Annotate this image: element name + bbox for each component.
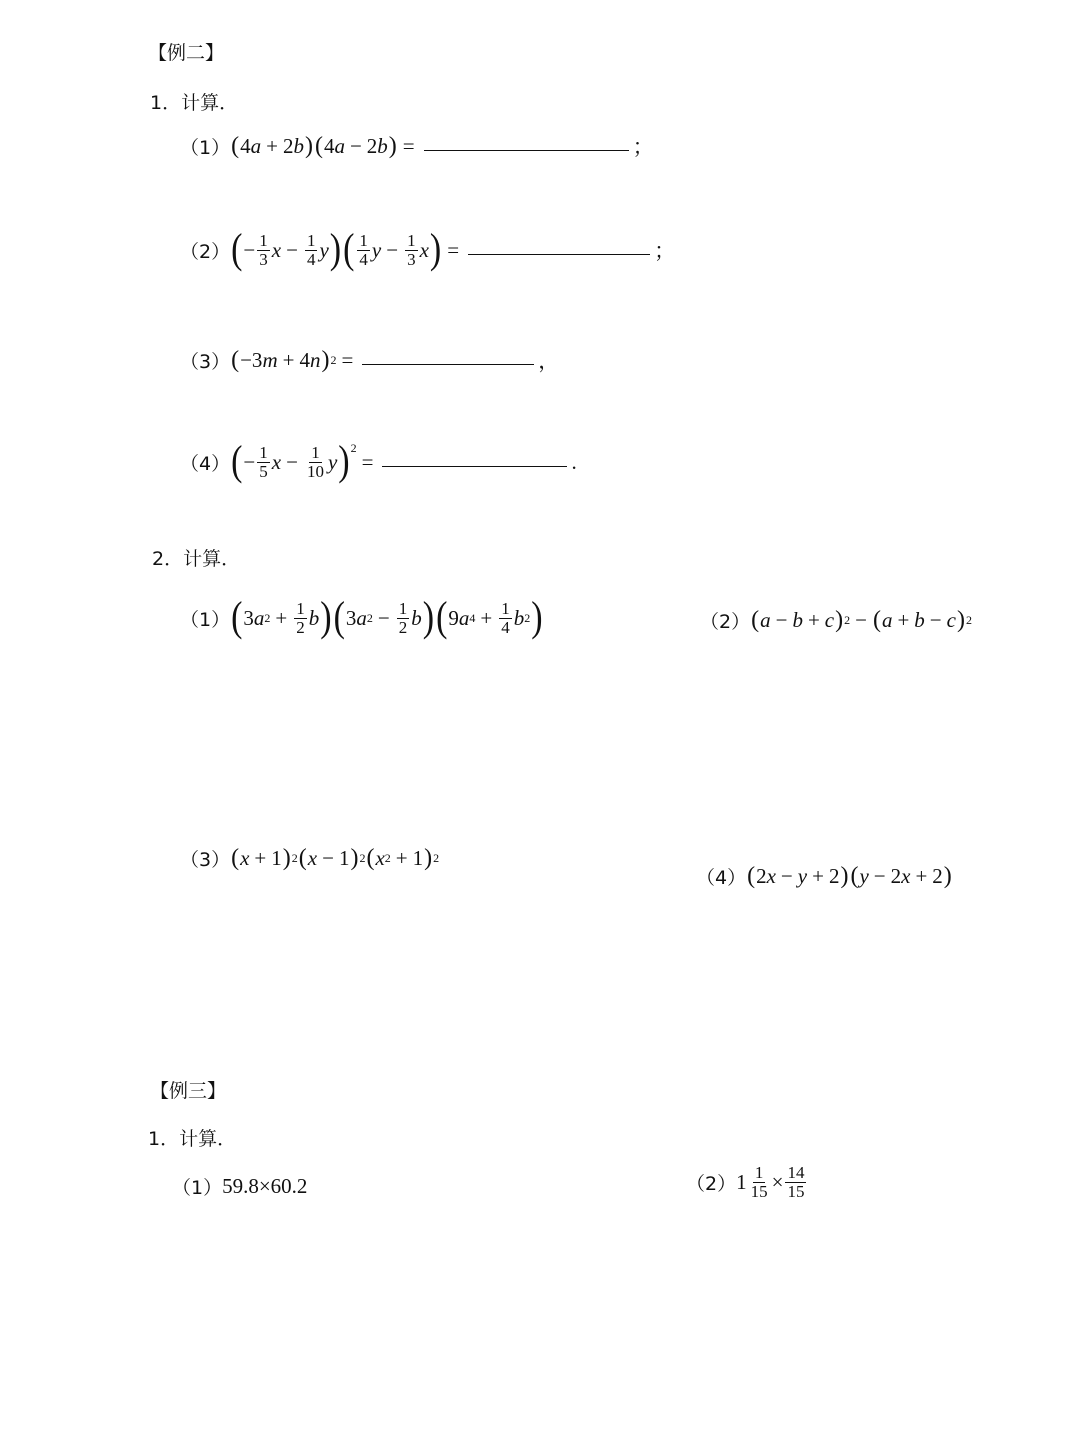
answer-blank[interactable]: [424, 149, 629, 151]
item-end-mark: ；: [632, 135, 654, 159]
problem-3-1-1: [172, 1170, 307, 1202]
fraction-2-denominator: 15: [787, 1181, 805, 1201]
problem-2-2-4: （4） ( 2 x − y + 2 ) ( y − 2 x + 2 ): [696, 862, 952, 889]
problem-3-1-2: [686, 1158, 808, 1206]
item-number: （4）: [696, 866, 747, 889]
item-number: （1）: [180, 608, 231, 631]
expression: 59.8×60.2: [222, 1173, 308, 1198]
item-number: （2）: [700, 610, 751, 633]
fraction-1-denominator: 15: [750, 1181, 768, 1201]
question-1-label-ex3: 1．计算．: [148, 1128, 237, 1150]
item-end-mark: .: [571, 449, 577, 474]
times-sign: ×: [771, 1169, 784, 1194]
answer-blank[interactable]: [468, 253, 650, 255]
item-number: （2）: [686, 1172, 737, 1195]
item-number: （1）: [180, 136, 231, 159]
problem-2-2-3: （3） ( x + 1 ) 2 ( x − 1 ) 2 ( x 2 + 1 ) 2: [180, 844, 440, 871]
problem-2-2-2: （2） ( a − b + c ) 2 − ( a + b − c ) 2: [700, 606, 972, 633]
question-2-label: 2．计算．: [152, 548, 241, 570]
section-title-example-3: 【例三】: [150, 1080, 227, 1102]
fraction-2-numerator: 14: [787, 1162, 805, 1182]
item-end-mark: ，: [538, 349, 560, 373]
item-number: （3）: [180, 848, 231, 871]
mixed-whole: 1: [736, 1169, 747, 1194]
item-number: （3）: [180, 350, 231, 373]
item-number: （1）: [172, 1176, 223, 1199]
problem-2-1-2: （2） ( − $\frac{1}{3}$ x − $\frac{1}{4}$ y ) ( $\frac{1}{4}$ y − $\frac{1}{3}$ x ) = ；: [180, 226, 676, 273]
fraction-1-numerator: 1: [754, 1162, 764, 1182]
item-end-mark: ；: [654, 239, 676, 263]
question-1-label: 1．计算．: [150, 92, 239, 114]
problem-2-2-1: （1） ( 3 a 2 + $\frac{1}{2}$ b ) ( 3 a 2 − $\frac{1}{2}$ b ) ( 9 a 4 + $\frac{1}{4}$ b 2 ): [180, 594, 543, 641]
problem-2-1-3: （3） ( −3 m + 4 n ) 2 = ，: [180, 346, 560, 373]
item-number: （4）: [180, 452, 231, 475]
answer-blank[interactable]: [362, 363, 534, 365]
item-number: （2）: [180, 240, 231, 263]
answer-blank[interactable]: [382, 465, 567, 467]
problem-2-1-4: （4） ( − $\frac{1}{5}$ x − $\frac{1}{10}$ y ) $^2$ = .: [180, 438, 577, 485]
section-title-example-2: 【例二】: [148, 42, 225, 64]
problem-2-1-1: （1） ( 4 a + 2 b ) ( 4 a − 2 b ) = ；: [180, 132, 654, 159]
